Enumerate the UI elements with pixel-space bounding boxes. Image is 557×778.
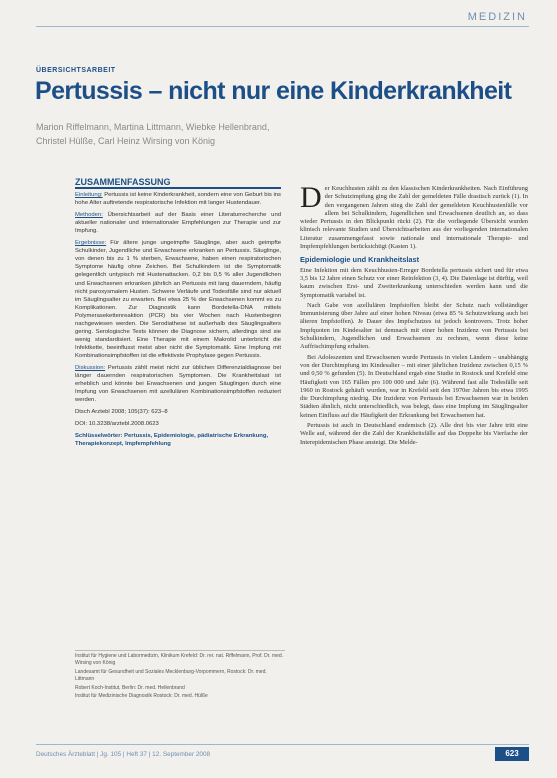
doi-link[interactable]: DOI: 10.3238/arztebl.2008.0623 — [75, 421, 159, 428]
intro-paragraph — [300, 181, 528, 251]
abstract-text: Für ältere junge ungeimpfte Säuglinge, aber auch geimpfte Schulkinder, Jugendliche und Erwachsene erkranken an Pertussis. Säuglinge, von denen bis zu 1 % sterben, Erwachsene, haben einen respiratorischen Symptome häufig ohne Zeichen. Bei Schulkindern ist die Symptomatik gelegentlich untypisch mit Hustenattacken. 0,2 bis 0,5 % aller Jugendlichen und Erwachsenen erkranken jährlich an Pertussis mit lang dauerndem, häufig nicht paroxysmalem Husten. Schwere Verläufe und Todesfälle sind nur aktuell im Säuglingsalter zu erwarten. Bei etwa 25 % der Erwachsenen kommt es zu Komplikationen. Zur Diagnostik kann Bordetella-DNA mittels Polymerasekettenreaktion (PCR) bis vier Wochen nach Hustenbeginn nachgewiesen werden. Die Serodiathese ist außerhalb des Säuglingsalters gering. Serologische Tests können die Diagnose sichern, allerdings sind sie wenig standardisiert. Eine Therapie mit einem Makrolid unterbricht die Infektkette, beeinflusst meist aber nicht die Symptomatik. Eine Impfung mit Kombinationsimpfstoffen ist die effektivste Prophylaxe gegen Pertussis. — [75, 240, 281, 359]
keywords: Schlüsselwörter: Pertussis, Epidemiologie, pädiatrische Erkrankung, Therapiekonzept, Impfempfehlung — [75, 433, 269, 448]
section-label: MEDIZIN — [467, 11, 527, 23]
intro-text: er Keuchhusten zählt zu den klassischen Kinderkrankheiten. Nach Einführung der Schutzimpfung ging die Zahl der gemeldeten Fälle drastisch zurück (1). In den vergangenen Jahren stieg die Zahl der gemeldeten Keuchhustenfälle vor allem bei Schulkindern, Jugendlichen und Erwachsenen deutlich an, so dass wieder Pertussis in den Blickpunkt rückt (2). Für die vorliegende Übersicht wurden klinisch relevante Studien und Übersichtsarbeiten aus der vorliegenden internationalen Literatur zusammengefasst sowie nationale und internationale Therapie- und Impfempfehlungen berücksichtigt (Kasten 1). — [300, 185, 528, 251]
abstract-label: Einleitung: — [75, 192, 103, 199]
header-rule — [36, 26, 529, 27]
affiliation: Institut für Medizinische Diagnostik Rostock: Dr. med. Hülße — [75, 693, 208, 700]
article-kicker: ÜBERSICHTSARBEIT — [36, 67, 116, 74]
article-body — [300, 181, 528, 449]
drop-cap: D — [300, 181, 322, 214]
abstract-text: Pertussis zählt meist nicht zur üblichen Differenzialdiagnose bei länger dauernden respiratorischen Symptomen. Die Krankheitslast ist erheblich und könnte bei Erwachsenen und jungen Säuglingen durch eine Impfung von Erwachsenen mit azellulären Kombinationsimpfstoffen reduziert werden. — [75, 364, 281, 404]
page-number: 623 — [495, 747, 529, 761]
section-heading: Epidemiologie und Krankheitslast — [300, 255, 420, 265]
body-paragraph: Nach Gabe von azellulären Impfstoffen bleibt der Schutz nach vollständiger Immunisierung über Jahre auf einer hohen Niveau (etwa 85 % Schutzwirkung auch bei älteren Impfstoffen). Je Dauer des Impfschutzes ist jedoch kontrovers. Trotz hoher Impfquoten im Kindesalter ist demnach mit einer hohen Inzidenz von Pertussis bei Schulkindern, Jugendlichen und Erwachsenen zu rechnen, wenn diese keine Auffrischimpfung erhalten. — [300, 301, 528, 351]
abstract-text: Pertussis ist keine Kinderkrankheit, sondern eine von Geburt bis ins hohe Alter auftretende respiratorische Infektion mit langer Hustendauer. — [75, 192, 281, 207]
affiliation: Landesamt für Gesundheit und Soziales Mecklenburg-Vorpommern, Rostock: Dr. med. Littmann — [75, 668, 267, 683]
footer-rule — [36, 744, 529, 745]
affiliation: Institut für Hygiene und Labormedizin, Klinikum Krefeld: Dr. rer. nat. Riffelmann, Prof. Dr. med. Wirsing von König — [75, 653, 284, 667]
body-paragraph: Pertussis ist auch in Deutschland endemisch (2). Alle drei bis vier Jahre tritt eine Welle auf, während der die Zahl der Krankheitsfälle auf das Doppelte bis Vierfache der Interepidemischen Phase ansteigt. Die Melde- — [300, 422, 528, 446]
abstract-label: Methoden: — [75, 212, 103, 219]
author-list — [36, 120, 366, 148]
abstract-label: Diskussion: — [75, 364, 106, 371]
abstract-intro — [75, 191, 281, 207]
abstract-discussion — [75, 364, 281, 404]
body-paragraph: Bei Adoleszenten und Erwachsenen wurde Pertussis in vielen Ländern – unabhängig von der Durchimpfung im Kindesalter – mit einer jährlichen Inzidenz zwischen 0,15 % und 0,50 % gefunden (5). In Deutschland ergab eine Studie in Rostock und Krefeld eine Häufigkeit von 165 Fällen pro 100 000 und Jahr (6). Während fast alle Todesfälle seit 1960 in Rostock gehäuft wurden, war in Krefeld seit den 1970er Jahren bis etwa 1995 die Durchimpfung niedrig. Die Inzidenz von Pertussis bei Erwachsenen war in beiden Städten ähnlich, nicht unterschiedlich, was belegt, dass eine Impfung im Säuglingsalter keinen Einfluss auf die Häufigkeit der Erkrankung bei Erwachsenen hat. — [300, 353, 528, 419]
abstract-text: Übersichtsarbeit auf der Basis einer Literaturrecherche und aktueller nationaler und internationaler Empfehlungen zur Therapie und zur Impfung. — [75, 212, 281, 235]
abstract-heading: ZUSAMMENFASSUNG — [75, 178, 281, 189]
journal-info: Deutsches Ärzteblatt | Jg. 105 | Heft 37 | 12. September 2008 — [36, 751, 211, 758]
abstract-methods — [75, 211, 281, 235]
abstract-box — [75, 178, 281, 448]
article-title: Pertussis – nicht nur eine Kinderkrankheit — [35, 77, 512, 105]
body-paragraph: Eine Infektion mit dem Keuchhusten-Erreger Bordetella pertussis sichert und für etwa 3,5 bis 12 Jahre einen Schutz vor einer Reinfektion (3, 4). Die Datenlage ist dürftig, weil kaum zwischen Erst- und Zweiterkrankung unterschieden werden kann und die Symptomatik variabel ist. — [300, 266, 528, 299]
abstract-label: Ergebnisse: — [75, 240, 107, 247]
affiliation: Robert Koch-Institut, Berlin: Dr. med. Hellenbrand — [75, 684, 185, 691]
authors-line-1: Marion Riffelmann, Martina Littmann, Wiebke Hellenbrand, — [36, 122, 270, 132]
author-affiliations — [75, 650, 285, 701]
citation: Dtsch Arztebl 2008; 105(37): 623–8 — [75, 409, 168, 416]
abstract-results — [75, 239, 281, 360]
authors-line-2: Christel Hülße, Carl Heinz Wirsing von König — [36, 136, 216, 146]
